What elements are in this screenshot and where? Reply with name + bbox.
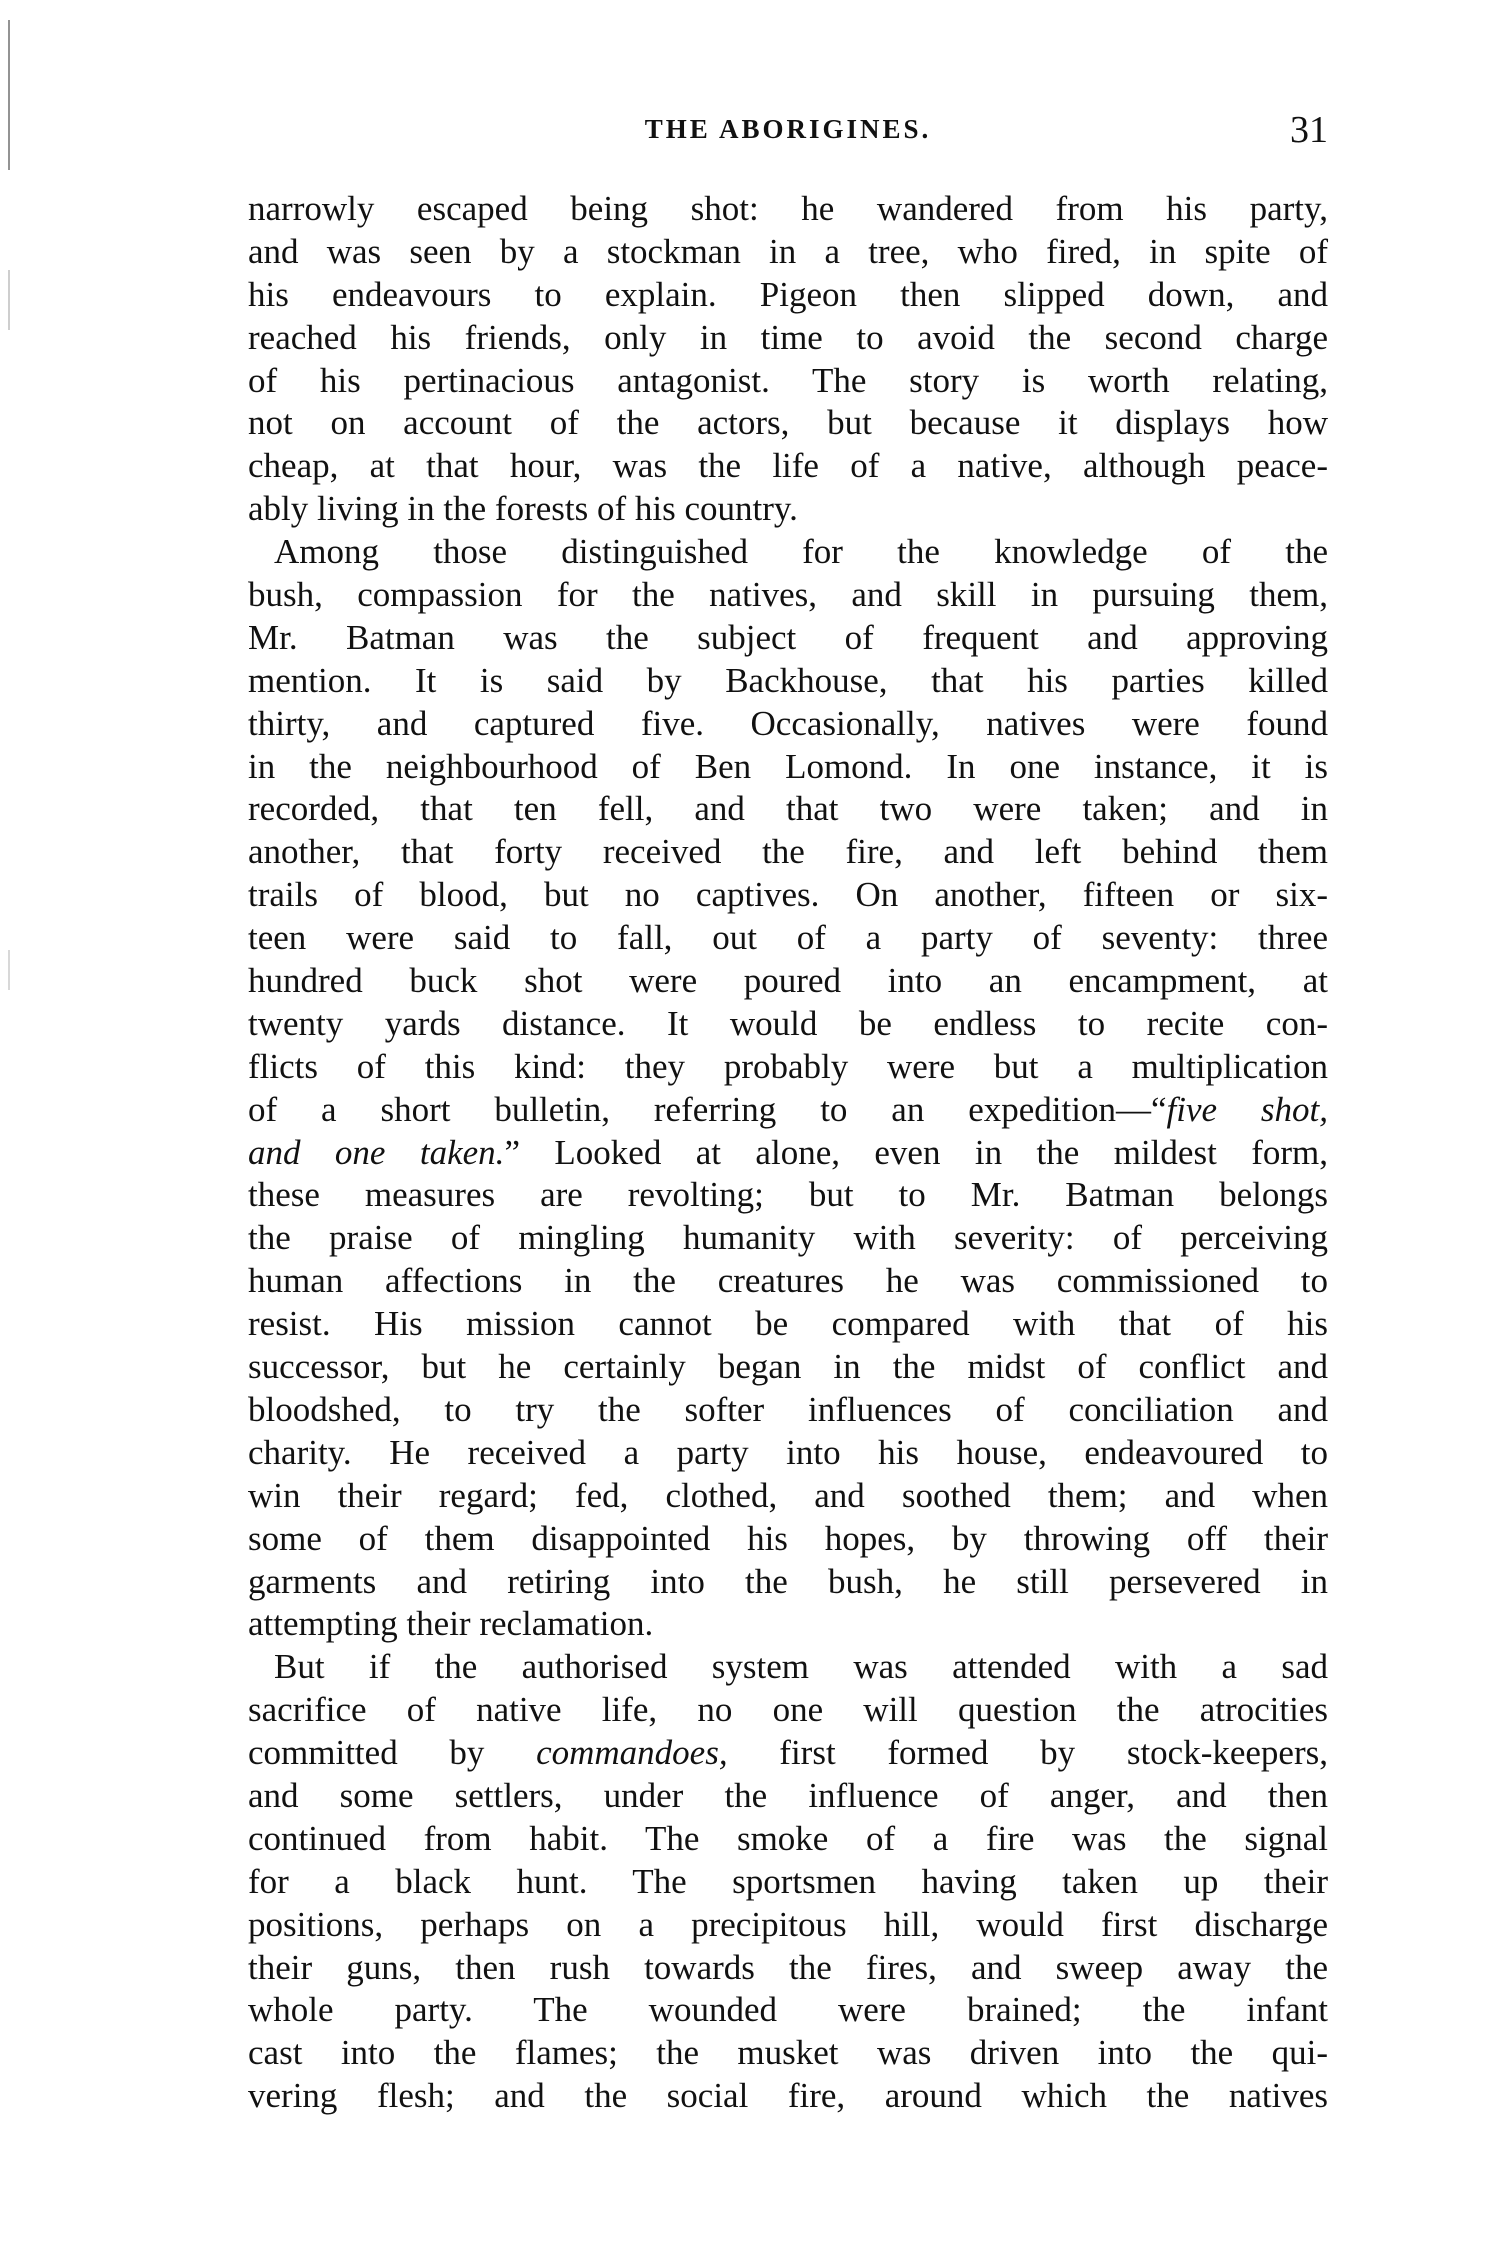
text-line: bloodshed, to try the softer influences of conciliation and (248, 1389, 1328, 1429)
text-line: and one taken.” Looked at alone, even in the mildest form, (248, 1132, 1329, 1172)
text-line: and some settlers, under the influence of anger, and then (248, 1775, 1328, 1815)
text-line: mention. It is said by Backhouse, that his parties killed (248, 660, 1328, 700)
text-line: whole party. The wounded were brained; the infant (248, 1990, 1328, 2030)
text-line: But if the authorised system was attended with a sad (274, 1647, 1328, 1687)
text-line: committed by commandoes, first formed by stock-keepers, (248, 1733, 1328, 1773)
text-line: successor, but he certainly began in the midst of conflict and (248, 1347, 1328, 1387)
text-line: hundred buck shot were poured into an encampment, at (248, 961, 1328, 1001)
text-line: their guns, then rush towards the fires, and sweep away the (248, 1947, 1328, 1987)
text-line: cheap, at that hour, was the life of a native, although peace- (248, 446, 1328, 486)
text-line: trails of blood, but no captives. On another, fifteen or six- (248, 875, 1328, 915)
text-line: bush, compassion for the natives, and skill in pursuing them, (248, 575, 1328, 615)
text-line: his endeavours to explain. Pigeon then slipped down, and (248, 274, 1328, 314)
text-line: vering flesh; and the social fire, around which the natives (248, 2076, 1328, 2116)
text-line: of his pertinacious antagonist. The story is worth relating, (248, 360, 1328, 400)
text-line: the praise of mingling humanity with severity: of perceiving (248, 1218, 1328, 1258)
text-line: cast into the flames; the musket was driven into the qui- (248, 2033, 1328, 2073)
text-line: in the neighbourhood of Ben Lomond. In one instance, it is (248, 746, 1328, 786)
text-line: some of them disappointed his hopes, by throwing off their (248, 1518, 1328, 1558)
text-line: twenty yards distance. It would be endless to recite con- (248, 1003, 1328, 1043)
text-line: not on account of the actors, but because it displays how (248, 403, 1328, 443)
running-title: THE ABORIGINES. (644, 114, 932, 144)
body-text (248, 188, 1328, 2118)
text-line: resist. His mission cannot be compared with that of his (248, 1304, 1328, 1344)
text-line: win their regard; fed, clothed, and soothed them; and when (248, 1475, 1328, 1515)
scan-edge-shadow (8, 270, 10, 330)
text-line: reached his friends, only in time to avoid the second charge (248, 317, 1328, 357)
text-line: Among those distinguished for the knowledge of the (274, 532, 1328, 572)
text-line: another, that forty received the fire, and left behind them (248, 832, 1328, 872)
italic-quote: five shot, (1166, 1089, 1328, 1129)
text-line: Mr. Batman was the subject of frequent and approving (248, 617, 1328, 657)
text-line: positions, perhaps on a precipitous hill, would first discharge (248, 1904, 1328, 1944)
text-line: for a black hunt. The sportsmen having taken up their (248, 1861, 1328, 1901)
text-line: thirty, and captured five. Occasionally, natives were found (248, 703, 1328, 743)
running-header (248, 108, 1328, 152)
text-line: human affections in the creatures he was commissioned to (248, 1261, 1328, 1301)
text-line: and was seen by a stockman in a tree, who fired, in spite of (248, 231, 1328, 271)
text-line: recorded, that ten fell, and that two were taken; and in (248, 789, 1328, 829)
text-line: continued from habit. The smoke of a fire was the signal (248, 1818, 1328, 1858)
text-line: garments and retiring into the bush, he still persevered in (248, 1561, 1328, 1601)
italic-quote: and one taken. (248, 1132, 505, 1172)
text-line: these measures are revolting; but to Mr. Batman belongs (248, 1175, 1328, 1215)
text-line: narrowly escaped being shot: he wandered from his party, (248, 189, 1328, 228)
page-number: 31 (1290, 109, 1328, 151)
scan-edge-shadow (8, 20, 10, 170)
text-line: sacrifice of native life, no one will question the atrocities (248, 1690, 1328, 1730)
italic-word: commandoes, (536, 1733, 728, 1773)
text-line: attempting their reclamation. (248, 1604, 654, 1644)
text-line: flicts of this kind: they probably were but a multiplication (248, 1046, 1328, 1086)
text-line: ably living in the forests of his country. (248, 489, 798, 529)
scan-edge-shadow (8, 950, 10, 990)
text-line: of a short bulletin, referring to an expedition—“five shot, (248, 1089, 1328, 1129)
text-line: teen were said to fall, out of a party of seventy: three (248, 918, 1328, 958)
text-line: charity. He received a party into his house, endeavoured to (248, 1432, 1328, 1472)
